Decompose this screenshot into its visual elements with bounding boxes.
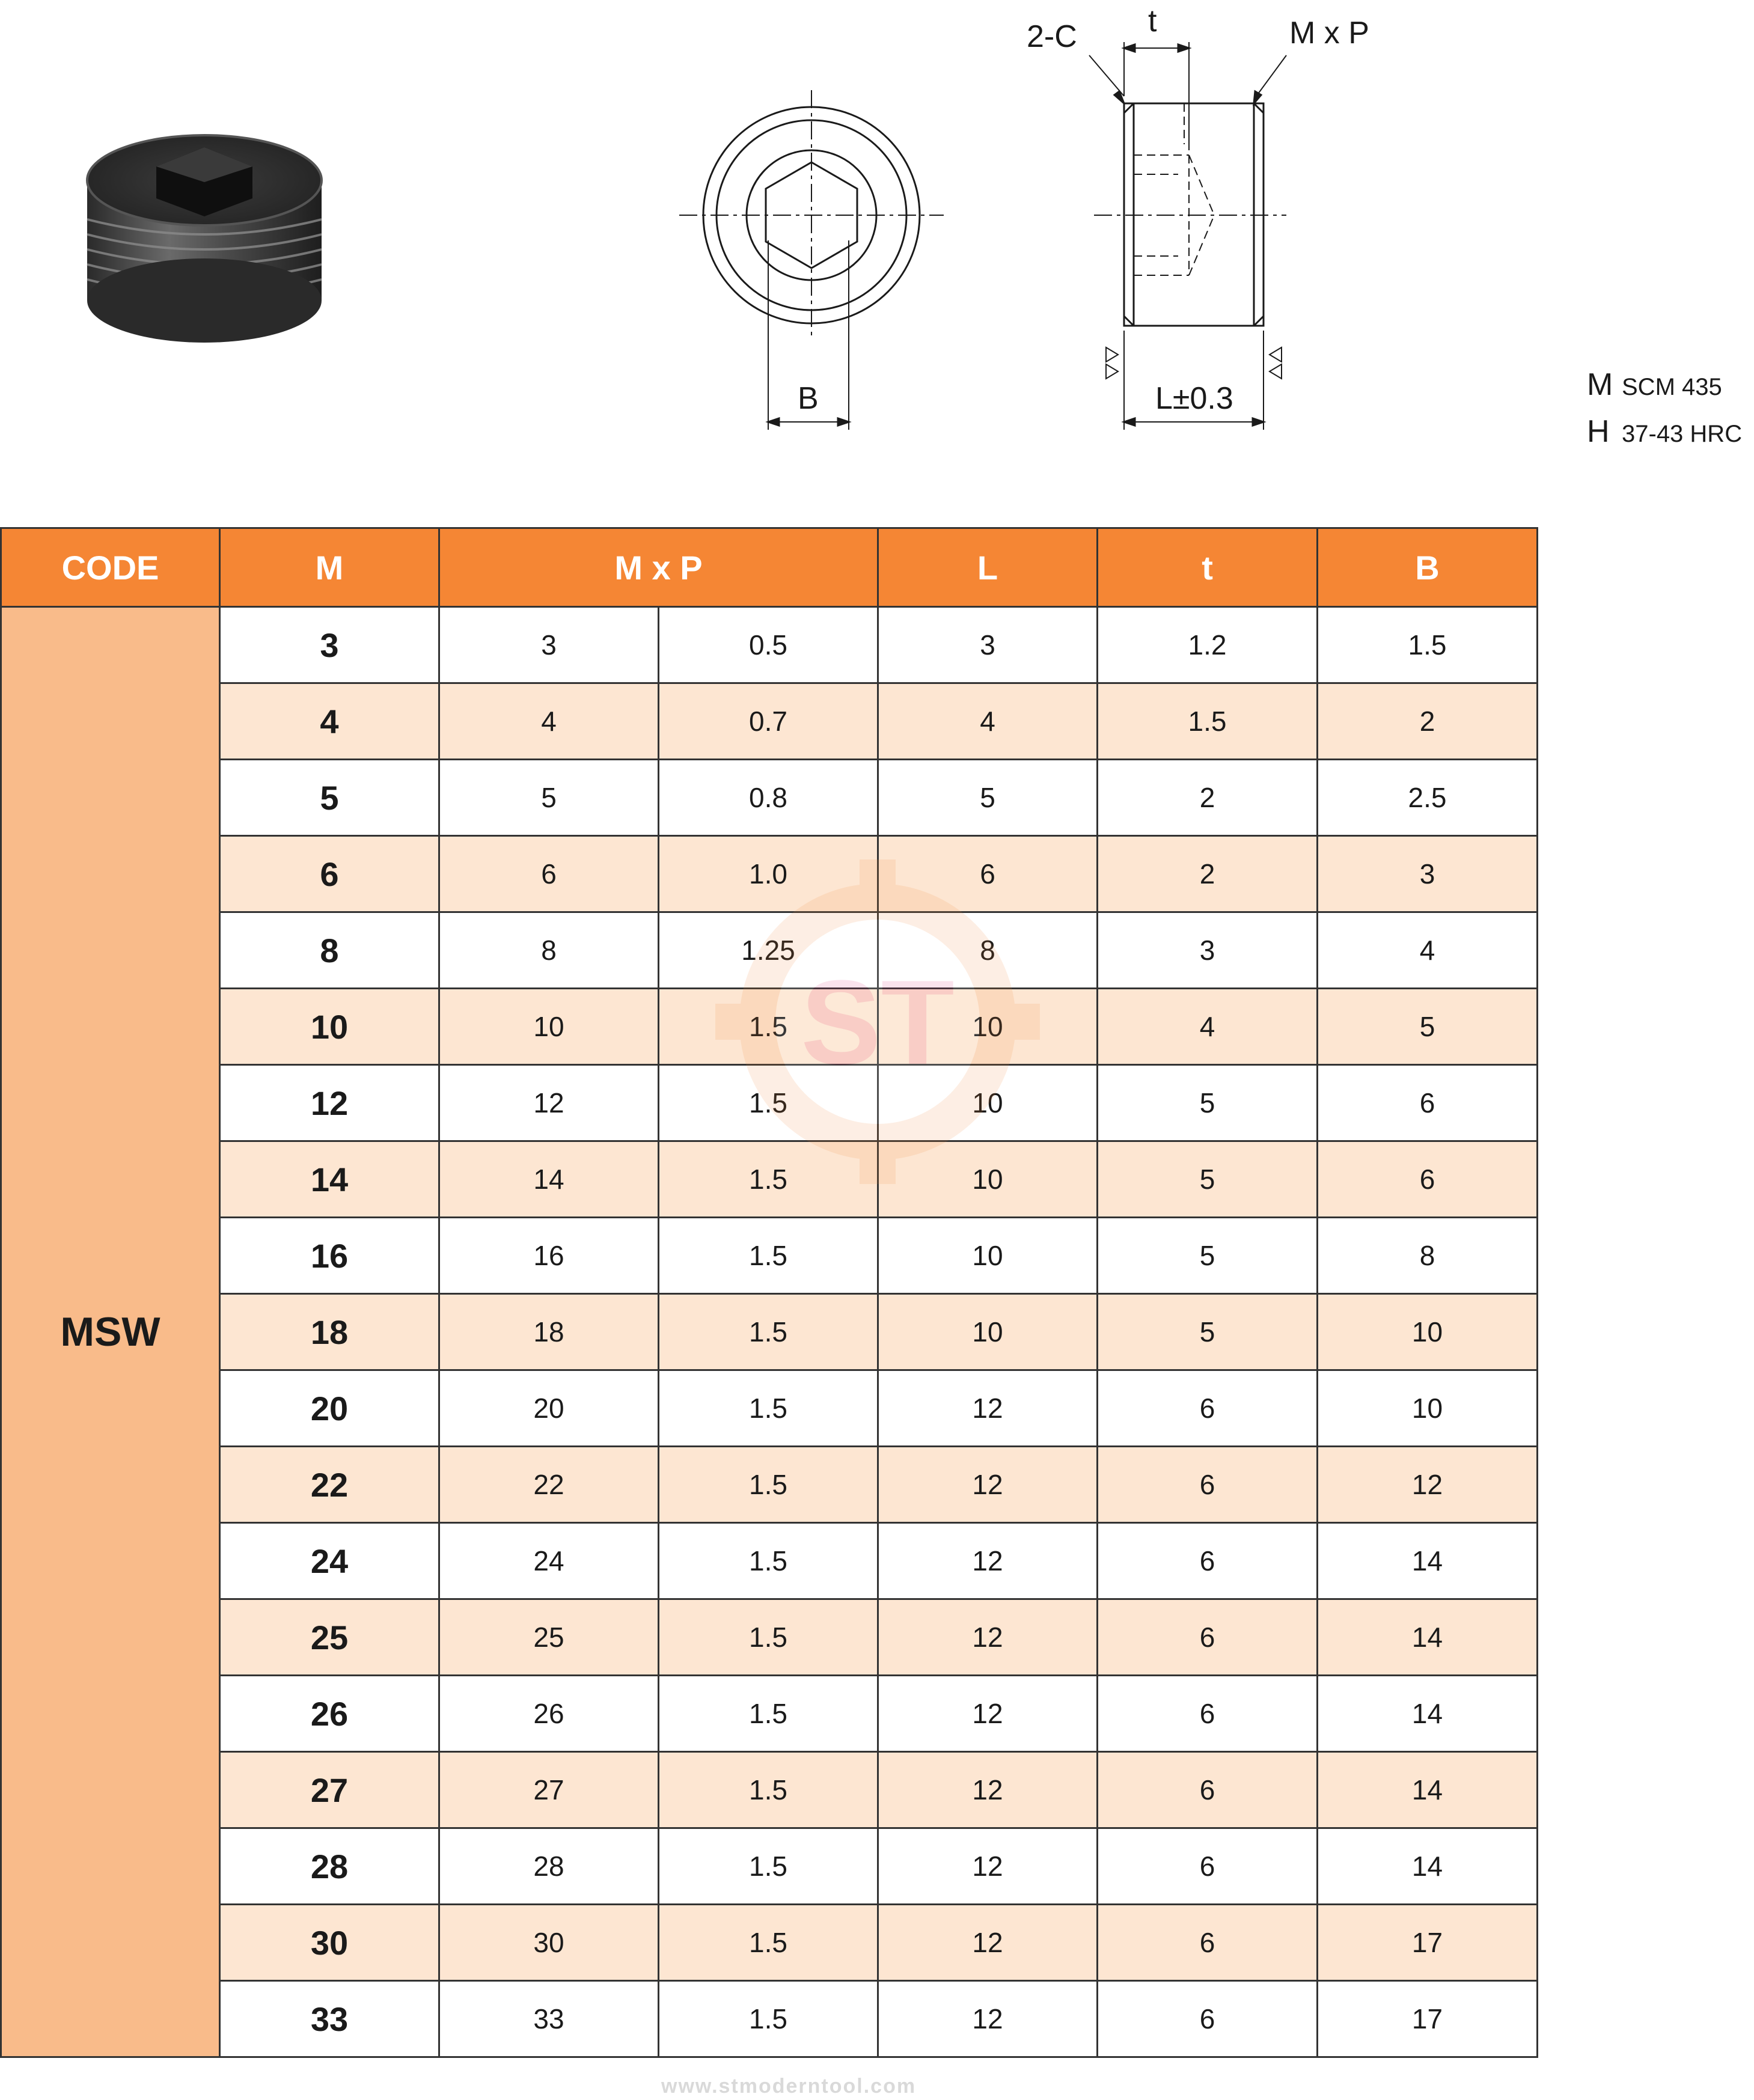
table-row (1, 1065, 1538, 1141)
t-label: t (1148, 4, 1157, 38)
m-cell: 20 (220, 1370, 439, 1447)
mp-p-cell: 1.5 (659, 1676, 878, 1752)
m-cell: 28 (220, 1828, 439, 1905)
table-row (1, 1981, 1538, 2057)
chamfer-label: 2-C (1027, 19, 1077, 54)
technical-drawing (661, 0, 1407, 457)
b-cell: 17 (1318, 1905, 1538, 1981)
table-row (1, 760, 1538, 836)
material-spec (1587, 367, 1749, 460)
m-cell: 18 (220, 1294, 439, 1370)
m-cell: 16 (220, 1218, 439, 1294)
table-row (1, 1447, 1538, 1523)
t-cell: 6 (1098, 1905, 1318, 1981)
mp-p-cell: 0.8 (659, 760, 878, 836)
mp-m-cell: 20 (439, 1370, 659, 1447)
table-row (1, 1828, 1538, 1905)
l-cell: 3 (878, 607, 1098, 683)
table-row (1, 1141, 1538, 1218)
l-cell: 4 (878, 683, 1098, 760)
m-cell: 26 (220, 1676, 439, 1752)
header-mxp: M x P (439, 528, 878, 607)
hardness-key: H (1587, 414, 1610, 449)
footer-url: www.stmoderntool.com (661, 2075, 917, 2098)
mp-m-cell: 14 (439, 1141, 659, 1218)
m-cell: 25 (220, 1599, 439, 1676)
mp-p-cell: 1.5 (659, 1294, 878, 1370)
l-cell: 12 (878, 1676, 1098, 1752)
mp-p-cell: 1.5 (659, 1981, 878, 2057)
t-cell: 6 (1098, 1676, 1318, 1752)
table-row (1, 836, 1538, 912)
t-cell: 1.2 (1098, 607, 1318, 683)
mp-m-cell: 27 (439, 1752, 659, 1828)
l-cell: 12 (878, 1905, 1098, 1981)
b-cell: 1.5 (1318, 607, 1538, 683)
hardness-row (1587, 414, 1749, 460)
header-b: B (1318, 528, 1538, 607)
l-cell: 10 (878, 1065, 1098, 1141)
t-cell: 5 (1098, 1141, 1318, 1218)
material-value: SCM 435 (1622, 374, 1722, 400)
b-cell: 2 (1318, 683, 1538, 760)
l-cell: 8 (878, 912, 1098, 989)
l-cell: 12 (878, 1828, 1098, 1905)
b-cell: 6 (1318, 1141, 1538, 1218)
b-cell: 14 (1318, 1599, 1538, 1676)
b-cell: 6 (1318, 1065, 1538, 1141)
b-cell: 14 (1318, 1752, 1538, 1828)
m-cell: 4 (220, 683, 439, 760)
m-cell: 27 (220, 1752, 439, 1828)
product-photo (78, 129, 331, 358)
mp-p-cell: 1.5 (659, 1370, 878, 1447)
mp-m-cell: 26 (439, 1676, 659, 1752)
t-cell: 4 (1098, 989, 1318, 1065)
b-cell: 8 (1318, 1218, 1538, 1294)
l-cell: 12 (878, 1523, 1098, 1599)
mp-m-cell: 8 (439, 912, 659, 989)
b-cell: 17 (1318, 1981, 1538, 2057)
l-cell: 12 (878, 1447, 1098, 1523)
l-cell: 10 (878, 1218, 1098, 1294)
table-row (1, 1294, 1538, 1370)
header-l: L (878, 528, 1098, 607)
t-cell: 6 (1098, 1599, 1318, 1676)
spec-table (0, 527, 1538, 2058)
b-cell: 14 (1318, 1828, 1538, 1905)
mp-p-cell: 1.5 (659, 1599, 878, 1676)
b-cell: 10 (1318, 1370, 1538, 1447)
t-cell: 6 (1098, 1981, 1318, 2057)
header-t: t (1098, 528, 1318, 607)
mp-p-cell: 1.5 (659, 1828, 878, 1905)
mp-p-cell: 1.5 (659, 1752, 878, 1828)
b-cell: 2.5 (1318, 760, 1538, 836)
mp-m-cell: 5 (439, 760, 659, 836)
mp-p-cell: 1.5 (659, 1141, 878, 1218)
b-cell: 14 (1318, 1523, 1538, 1599)
mp-m-cell: 22 (439, 1447, 659, 1523)
table-row (1, 1523, 1538, 1599)
t-cell: 1.5 (1098, 683, 1318, 760)
b-cell: 14 (1318, 1676, 1538, 1752)
l-cell: 6 (878, 836, 1098, 912)
l-cell: 12 (878, 1599, 1098, 1676)
l-cell: 10 (878, 1141, 1098, 1218)
l-cell: 10 (878, 1294, 1098, 1370)
table-header-row (1, 528, 1538, 607)
l-cell: 5 (878, 760, 1098, 836)
m-cell: 14 (220, 1141, 439, 1218)
m-cell: 24 (220, 1523, 439, 1599)
table-row (1, 1752, 1538, 1828)
l-label: L±0.3 (1155, 381, 1233, 416)
table-row (1, 989, 1538, 1065)
mp-m-cell: 25 (439, 1599, 659, 1676)
m-cell: 12 (220, 1065, 439, 1141)
table-row (1, 1218, 1538, 1294)
b-cell: 3 (1318, 836, 1538, 912)
t-cell: 6 (1098, 1752, 1318, 1828)
t-cell: 2 (1098, 760, 1318, 836)
m-cell: 22 (220, 1447, 439, 1523)
mp-m-cell: 18 (439, 1294, 659, 1370)
mp-m-cell: 4 (439, 683, 659, 760)
t-cell: 6 (1098, 1447, 1318, 1523)
mp-p-cell: 0.7 (659, 683, 878, 760)
t-cell: 6 (1098, 1523, 1318, 1599)
mp-m-cell: 3 (439, 607, 659, 683)
t-cell: 5 (1098, 1218, 1318, 1294)
m-cell: 5 (220, 760, 439, 836)
t-cell: 3 (1098, 912, 1318, 989)
m-cell: 10 (220, 989, 439, 1065)
t-cell: 5 (1098, 1294, 1318, 1370)
mp-p-cell: 1.5 (659, 1523, 878, 1599)
b-cell: 12 (1318, 1447, 1538, 1523)
mp-p-cell: 1.5 (659, 1065, 878, 1141)
header-m: M (220, 528, 439, 607)
mp-p-cell: 1.5 (659, 1447, 878, 1523)
mp-m-cell: 28 (439, 1828, 659, 1905)
mp-m-cell: 16 (439, 1218, 659, 1294)
mp-p-cell: 1.5 (659, 1905, 878, 1981)
l-cell: 10 (878, 989, 1098, 1065)
l-cell: 12 (878, 1752, 1098, 1828)
l-cell: 12 (878, 1370, 1098, 1447)
table-row (1, 683, 1538, 760)
mp-m-cell: 33 (439, 1981, 659, 2057)
t-cell: 5 (1098, 1065, 1318, 1141)
material-key: M (1587, 367, 1613, 402)
m-cell: 8 (220, 912, 439, 989)
mp-m-cell: 6 (439, 836, 659, 912)
table-row (1, 1905, 1538, 1981)
mxp-label: M x P (1289, 16, 1369, 50)
material-row (1587, 367, 1749, 414)
mp-p-cell: 0.5 (659, 607, 878, 683)
mp-p-cell: 1.25 (659, 912, 878, 989)
m-cell: 6 (220, 836, 439, 912)
mp-p-cell: 1.5 (659, 989, 878, 1065)
hardness-value: 37-43 HRC (1622, 421, 1743, 447)
table-row (1, 1370, 1538, 1447)
t-cell: 2 (1098, 836, 1318, 912)
t-cell: 6 (1098, 1828, 1318, 1905)
table-row (1, 1676, 1538, 1752)
t-cell: 6 (1098, 1370, 1318, 1447)
m-cell: 30 (220, 1905, 439, 1981)
mp-m-cell: 12 (439, 1065, 659, 1141)
table-row (1, 1599, 1538, 1676)
mp-m-cell: 10 (439, 989, 659, 1065)
b-cell: 5 (1318, 989, 1538, 1065)
code-cell: MSW (1, 607, 220, 2057)
b-label: B (798, 381, 819, 416)
b-cell: 10 (1318, 1294, 1538, 1370)
m-cell: 3 (220, 607, 439, 683)
table-row (1, 912, 1538, 989)
m-cell: 33 (220, 1981, 439, 2057)
mp-p-cell: 1.5 (659, 1218, 878, 1294)
mp-p-cell: 1.0 (659, 836, 878, 912)
mp-m-cell: 30 (439, 1905, 659, 1981)
header-code: CODE (1, 528, 220, 607)
b-cell: 4 (1318, 912, 1538, 989)
mp-m-cell: 24 (439, 1523, 659, 1599)
l-cell: 12 (878, 1981, 1098, 2057)
table-row (1, 607, 1538, 683)
